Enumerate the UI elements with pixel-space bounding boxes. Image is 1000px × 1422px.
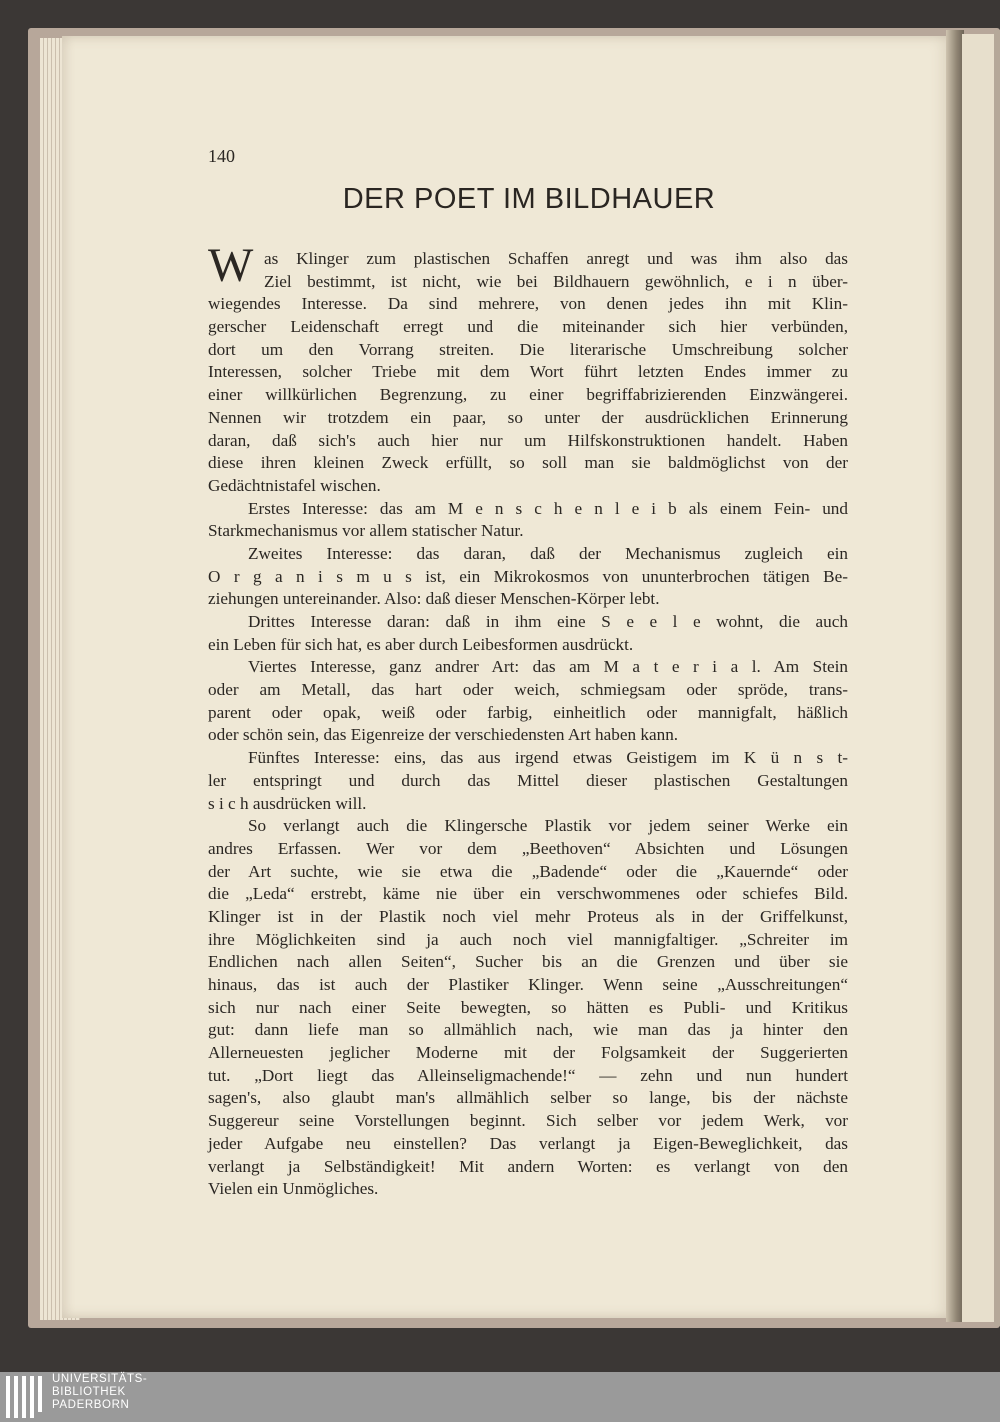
chapter-title: DER POET IM BILDHAUER [342,183,716,215]
text-line: ler entspringt und durch das Mittel dieser plastischen Gestaltungen [208,770,848,790]
library-name-line-3: PADERBORN [52,1399,130,1411]
text-line: sich nur nach einer Seite bewegten, so hätten es Publi- und Kritikus [208,997,848,1017]
drop-cap: W [208,239,254,292]
page-number: 140 [208,146,235,166]
text-line: verlangt ja Selbständigkeit! Mit andern Worten: es verlangt von den [208,1156,848,1176]
text-line: Ziel bestimmt, ist nicht, wie bei Bildhauern gewöhnlich, e i n über- [264,271,848,291]
text-line: daran, daß sich's auch hier nur um Hilfskonstruktionen handelt. Haben [208,430,848,450]
text-line: oder am Metall, das hart oder weich, schmiegsam oder spröde, trans- [208,680,848,700]
text-line: Klinger ist in der Plastik noch viel mehr Proteus als in der Griffelkunst, [208,906,848,926]
text-line: dort um den Vorrang streiten. Die literarische Umschreibung solcher [208,339,848,359]
text-line: Drittes Interesse daran: daß in ihm eine S e e l e wohnt, die auch [248,612,848,631]
text-line: hinaus, das ist auch der Plastiker Klinger. Wenn seine „Ausschreitungen“ [208,975,848,994]
text-line: gut: dann liefe man so allmählich nach, wie man das ja hinter den [208,1020,848,1040]
facing-cover-edge [994,30,1000,1326]
text-line: sagen's, also glaubt man's allmählich selber so lange, bis der nächste [208,1088,848,1108]
text-line: Erstes Interesse: das am M e n s c h e n l e i b als einem Fein- und [248,498,848,518]
text-line: Interessen, solcher Triebe mit dem Wort führt letzten Endes immer zu [208,362,848,382]
body-text [208,239,848,1201]
text-line: diese ihren kleinen Zweck erfüllt, so soll man sie baldmöglichst von der [208,453,848,473]
text-line: jeder Aufgabe neu einstellen? Das verlangt ja Eigen-Beweglichkeit, das [208,1133,848,1153]
text-line: ihre Möglichkeiten sind ja auch noch viel mannigfaltiger. „Schreiter im [208,929,848,949]
text-line: Endlichen nach allen Seiten“, Sucher bis an die Grenzen und über sie [208,952,848,972]
text-line: gerscher Leidenschaft erregt und die miteinander sich hier verbünden, [208,317,848,337]
text-line: Nennen wir trotzdem ein paar, so unter der ausdrücklichen Erinnerung [208,407,848,427]
text-line: einer willkürlichen Begrenzung, zu einer begriffabrizierenden Einzwängerei. [208,385,848,405]
library-logo-text [52,1373,147,1412]
text-line: Starkmechanismus vor allem statischer Natur. [208,521,524,541]
text-line: Gedächtnistafel wischen. [208,475,381,495]
text-line: tut. „Dort liegt das Alleinseligmachende!“ — zehn und nun hundert [208,1065,848,1085]
text-line: ein Leben für sich hat, es aber durch Leibesformen ausdrückt. [208,634,634,654]
text-line: andres Erfassen. Wer vor dem „Beethoven“ Absichten und Lösungen [208,838,848,858]
text-line: Suggereur seine Vorstellungen beginnt. Sich selber vor jedem Werk, vor [208,1111,848,1131]
text-line: Allerneuesten jeglicher Moderne mit der Folgsamkeit der Suggerierten [208,1043,848,1063]
text-line: oder schön sein, das Eigenreize der verschiedensten Art haben kann. [208,725,679,745]
text-line: der Art suchte, wie sie etwa die „Badende“ oder die „Kauernde“ oder [208,861,848,881]
library-name-line-2: BIBLIOTHEK [52,1386,126,1398]
text-line: parent oder opak, weiß oder farbig, einheitlich oder mannigfalt, häßlich [208,702,848,722]
text-line: Vielen ein Unmögliches. [208,1179,379,1199]
text-line: as Klinger zum plastischen Schaffen anregt und was ihm also das [264,249,848,268]
text-line: Viertes Interesse, ganz andrer Art: das am M a t e r i a l. Am Stein [248,657,848,677]
text-line: die „Leda“ erstrebt, käme nie über ein verschwommenes oder schiefes Bild. [208,884,848,904]
text-line: O r g a n i s m u s ist, ein Mikrokosmos von ununterbrochen tätigen Be- [208,566,848,586]
text-line: So verlangt auch die Klingersche Plastik vor jedem seiner Werke ein [248,816,848,836]
text-line: ziehungen untereinander. Also: daß dieser Menschen-Körper lebt. [208,589,660,609]
text-line: wiegendes Interesse. Da sind mehrere, von denen jedes ihn mit Klin- [208,294,848,314]
text-line: Fünftes Interesse: eins, das aus irgend etwas Geistigem im K ü n s t- [248,748,848,768]
text-line: s i c h ausdrücken will. [208,793,367,813]
text-line: Zweites Interesse: das daran, daß der Mechanismus zugleich ein [248,543,848,563]
library-logo-icon [6,1376,46,1420]
library-footer-bar [0,1372,1000,1422]
library-name-line-1: UNIVERSITÄTS- [52,1373,148,1385]
